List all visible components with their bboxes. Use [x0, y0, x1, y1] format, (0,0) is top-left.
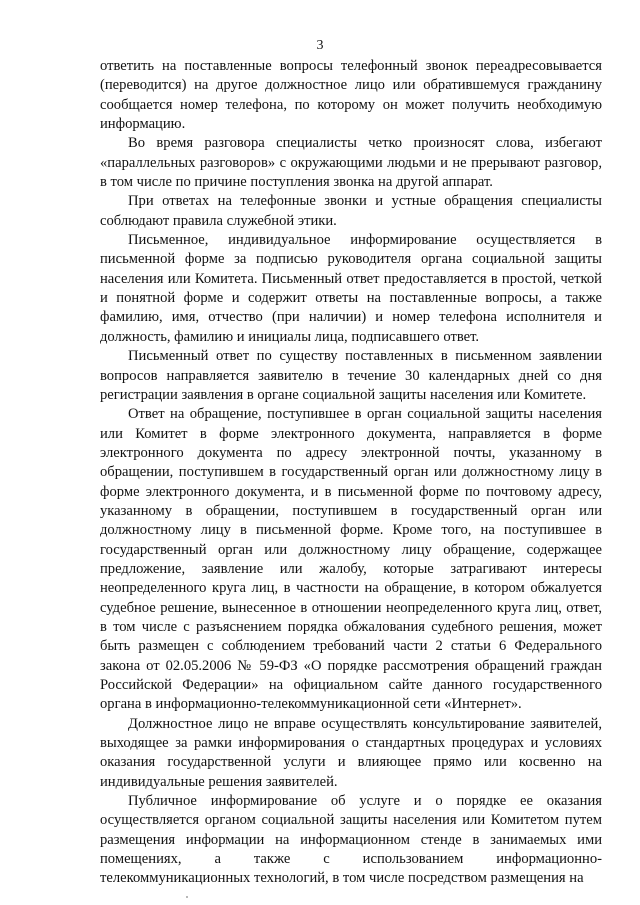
paragraph-public-informing: Публичное информирование об услуге и о порядке ее оказания осуществляется органом социальной защиты населения или Комитетом путем размещения информации на информационном стенде в занимаемых ими помещениях, а также с использованием информационно-телекоммуникационных технологий, в том числе посредством размещения на — [100, 793, 602, 887]
paragraph-electronic-answer: Ответ на обращение, поступившее в орган социальной защиты населения или Комитет в форме электронного документа, направляется в форме электронного документа по адресу электронной почты, указанному в обращении, поступившем в государственный орган или должностному лицу в форме электронного документа, и в письменной форме по почтовому адресу, указанному в обращении, поступившем в государственный орган или должностному лицу в письменной форме. Кроме того, на поступившее в государственный орган или должностному лицу обращение, содержащее предложение, заявление или жалобу, которые затрагивают интересы неопределенного круга лиц, в частности на обращение, в котором обжалуется судебное решение, вынесенное в отношении неопределенного круга лиц, ответ, в том числе с разъяснением порядка обжалования судебного решения, может быть размещен с соблюдением требований части 2 статьи 6 Федерального закона от 02.05.2006 № 59-ФЗ «О порядке рассмотрения обращений граждан Российской Федерации» на официальном сайте данного государственного органа в информационно-телекоммуникационной сети «Интернет». — [100, 406, 602, 713]
page-number: 3 — [316, 38, 324, 53]
scan-speck — [186, 896, 188, 898]
paragraph-conversation-rules: Во время разговора специалисты четко произносят слова, избегают «параллельных разговоров» с окружающими людьми и не прерывают разговор, в том числе по причине поступления звонка на другой аппарат. — [100, 135, 602, 191]
paragraph-phone-redirect: ответить на поставленные вопросы телефонный звонок переадресовывается (переводится) на другое должностное лицо или обратившемуся гражданину сообщается номер телефона, по которому он может получить необходимую информацию. — [100, 58, 602, 133]
paragraph-consulting-limits: Должностное лицо не вправе осуществлять консультирование заявителей, выходящее за рамки информирования о стандартных процедурах и условиях оказания государственной услуги и влияющее прямо или косвенно на индивидуальные решения заявителей. — [100, 715, 602, 790]
paragraph-service-ethics: При ответах на телефонные звонки и устные обращения специалисты соблюдают правила служебной этики. — [100, 193, 602, 229]
paragraph-written-informing: Письменное, индивидуальное информирование осуществляется в письменной форме за подписью руководителя органа социальной защиты населения или Комитета. Письменный ответ предоставляется в простой, четкой и понятной форме и содержит ответы на поставленные вопросы, а также фамилию, имя, отчество (при наличии) и номер телефона исполнителя и должность, фамилию и инициалы лица, подписавшего ответ. — [100, 232, 602, 345]
document-body — [100, 57, 602, 889]
paragraph-written-answer-deadline: Письменный ответ по существу поставленных в письменном заявлении вопросов направляется заявителю в течение 30 календарных дней со дня регистрации заявления в органе социальной защиты населения или Комитете. — [100, 348, 602, 403]
